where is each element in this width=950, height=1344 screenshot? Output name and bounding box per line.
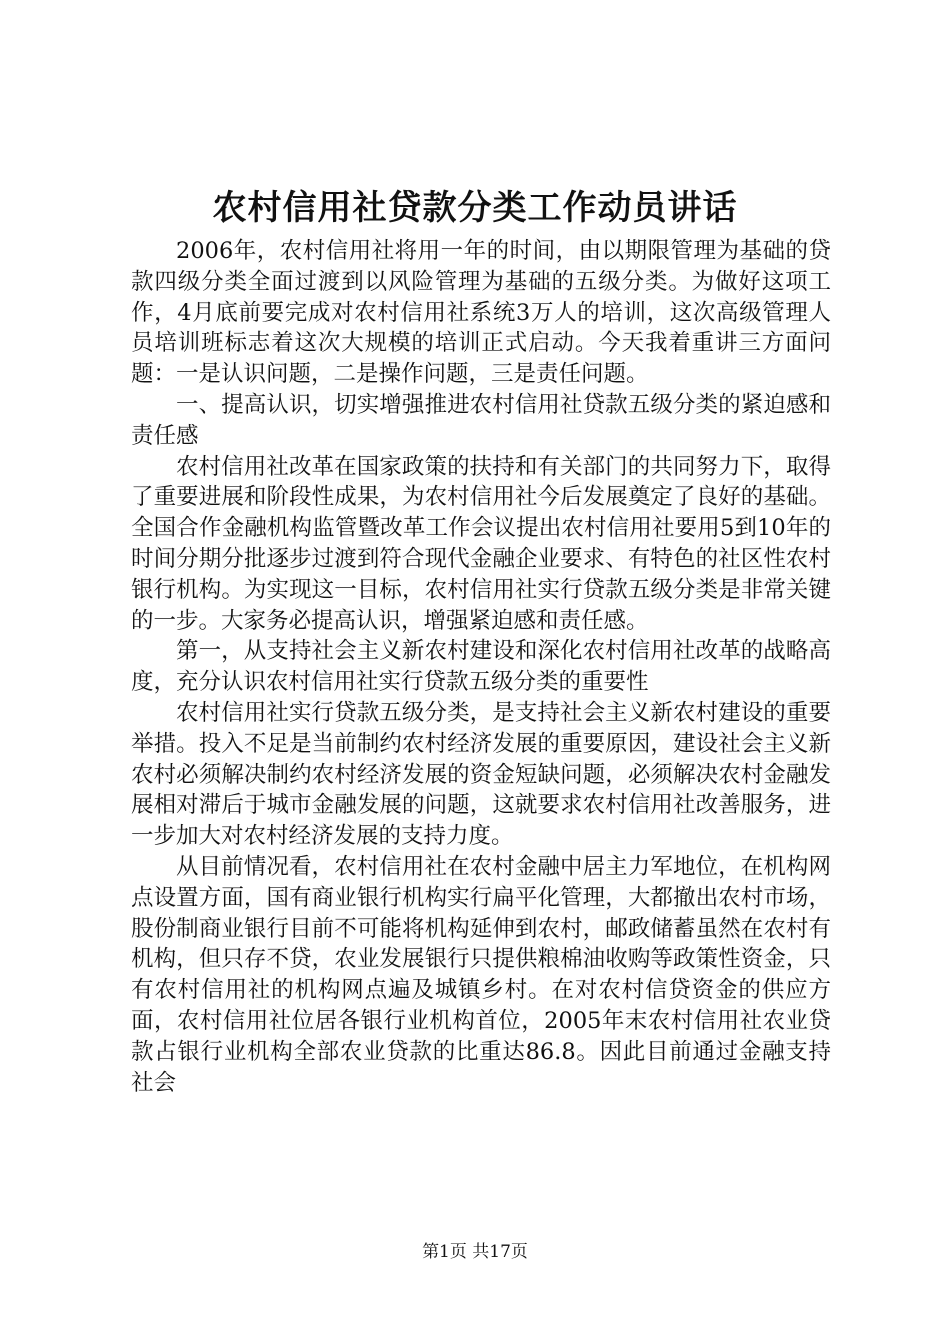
- document-title: 农村信用社贷款分类工作动员讲话: [212, 188, 738, 228]
- paragraph-current-situation: 从目前情况看，农村信用社在农村金融中居主力军地位，在机构网点设置方面，国有商业银行机构实行扁平化管理，大都撤出农村市场，股份制商业银行目前不可能将机构延伸到农村，邮政储蓄虽然在农村有机构，但只存不贷，农业发展银行只提供粮棉油收购等政策性资金，只有农村信用社的机构网点遍及城镇乡村。在对农村信贷资金的供应方面，农村信用社位居各银行业机构首位，2005年末农村信用社农业贷款占银行业机构全部农业贷款的比重达86.8。因此目前通过金融支持社会: [131, 853, 831, 1096]
- paragraph-intro: 2006年，农村信用社将用一年的时间，由以期限管理为基础的贷款四级分类全面过渡到以风险管理为基础的五级分类。为做好这项工作，4月底前要完成对农村信用社系统3万人的培训，这次高级管理人员培训班标志着这次大规模的培训正式启动。今天我着重讲三方面问题：一是认识问题，二是操作问题，三是责任问题。: [131, 238, 831, 388]
- section-heading-1: 一、提高认识，切实增强推进农村信用社贷款五级分类的紧迫感和责任感: [131, 391, 831, 449]
- paragraph-reform-progress: 农村信用社改革在国家政策的扶持和有关部门的共同努力下，取得了重要进展和阶段性成果，为农村信用社今后发展奠定了良好的基础。全国合作金融机构监管暨改革工作会议提出农村信用社要用5到10年的时间分期分批逐步过渡到符合现代金融企业要求、有特色的社区性农村银行机构。为实现这一目标，农村信用社实行贷款五级分类是非常关键的一步。大家务必提高认识，增强紧迫感和责任感。: [131, 453, 831, 634]
- document-body: [131, 236, 831, 1098]
- subheading-first: 第一，从支持社会主义新农村建设和深化农村信用社改革的战略高度，充分认识农村信用社实行贷款五级分类的重要性: [131, 638, 831, 696]
- page-footer: 第1页 共17页: [422, 1242, 528, 1262]
- paragraph-new-countryside: 农村信用社实行贷款五级分类，是支持社会主义新农村建设的重要举措。投入不足是当前制约农村经济发展的重要原因，建设社会主义新农村必须解决制约农村经济发展的资金短缺问题，必须解决农村金融发展相对滞后于城市金融发展的问题，这就要求农村信用社改善服务，进一步加大对农村经济发展的支持力度。: [131, 699, 831, 850]
